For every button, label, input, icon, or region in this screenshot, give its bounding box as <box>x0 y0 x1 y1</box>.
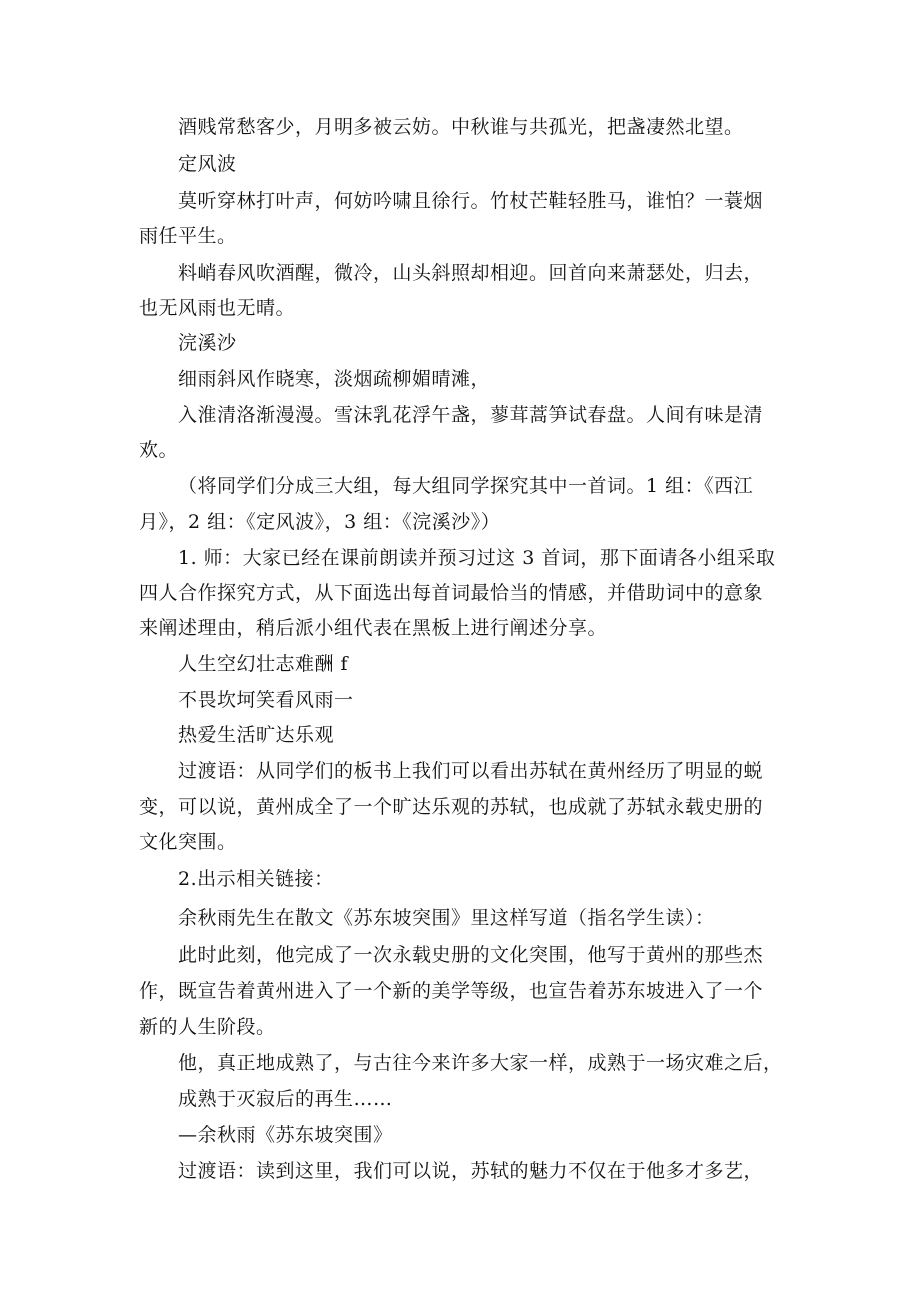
text-line: 细雨斜风作晓寒，淡烟疏柳媚晴滩， <box>178 368 491 390</box>
text-line: 1. 师：大家已经在课前朗读并预习过这 3 首词，那下面请各小组采取 <box>178 547 776 569</box>
emotion-option: 热爱生活旷达乐观 <box>178 724 335 746</box>
text-line: 文化突围。 <box>139 831 237 853</box>
section-heading: 2.出示相关链接： <box>178 868 334 890</box>
quote-line: 他，真正地成熟了，与古往今来许多大家一样，成熟于一场灾难之后， <box>178 1052 783 1074</box>
text-line: 入淮清洛渐漫漫。雪沫乳花浮午盏，蓼茸蒿笋试春盘。人间有味是清 <box>178 404 764 426</box>
text-line: 四人合作探究方式，从下面选出每首词最恰当的情感，并借助词中的意象 <box>139 582 764 604</box>
quote-line: 新的人生阶段。 <box>139 1016 276 1038</box>
text-line: 月》，2 组：《定风波》，3 组：《浣溪沙》） <box>139 511 501 533</box>
text-line: 酒贱常愁客少，月明多被云妨。中秋谁与共孤光，把盏凄然北望。 <box>178 116 744 138</box>
quote-line: 此时此刻，他完成了一次永载史册的文化突围，他写于黄州的那些杰 <box>178 944 764 966</box>
text-line: 欢。 <box>139 439 179 461</box>
text-line: 变，可以说，黄州成全了一个旷达乐观的苏轼，也成就了苏轼永载史册的 <box>139 796 764 818</box>
emotion-option: 不畏坎坷笑看风雨一 <box>178 689 354 711</box>
quote-line: 成熟于灭寂后的再生…… <box>178 1088 393 1110</box>
text-line: 雨任平生。 <box>139 225 237 247</box>
text-line: 过渡语：读到这里，我们可以说，苏轼的魅力不仅在于他多才多艺， <box>178 1160 764 1182</box>
text-line: 莫听穿林打叶声，何妨吟啸且徐行。竹杖芒鞋轻胜马，谁怕？一蓑烟 <box>178 190 764 212</box>
text-line: （将同学们分成三大组，每大组同学探究其中一首词。1 组：《西江 <box>178 475 754 497</box>
text-line: 也无风雨也无晴。 <box>139 297 296 319</box>
text-line: 料峭春风吹酒醒，微冷，山头斜照却相迎。回首向来萧瑟处，归去， <box>178 262 764 284</box>
text-line: 余秋雨先生在散文《苏东坡突围》里这样写道（指名学生读）： <box>178 907 715 929</box>
quote-attribution: —余秋雨《苏东坡突围》 <box>178 1124 393 1146</box>
text-line: 过渡语：从同学们的板书上我们可以看出苏轼在黄州经历了明显的蜕 <box>178 760 764 782</box>
quote-line: 作，既宣告着黄州进入了一个新的美学等级，也宣告着苏东坡进入了一个 <box>139 980 764 1002</box>
text-line: 来阐述理由，稍后派小组代表在黑板上进行阐述分享。 <box>139 617 608 639</box>
emotion-option: 人生空幻壮志难酬 f <box>178 653 349 675</box>
poem-title-huanxisha: 浣溪沙 <box>178 332 237 354</box>
poem-title-dingfengbo: 定风波 <box>178 153 237 175</box>
